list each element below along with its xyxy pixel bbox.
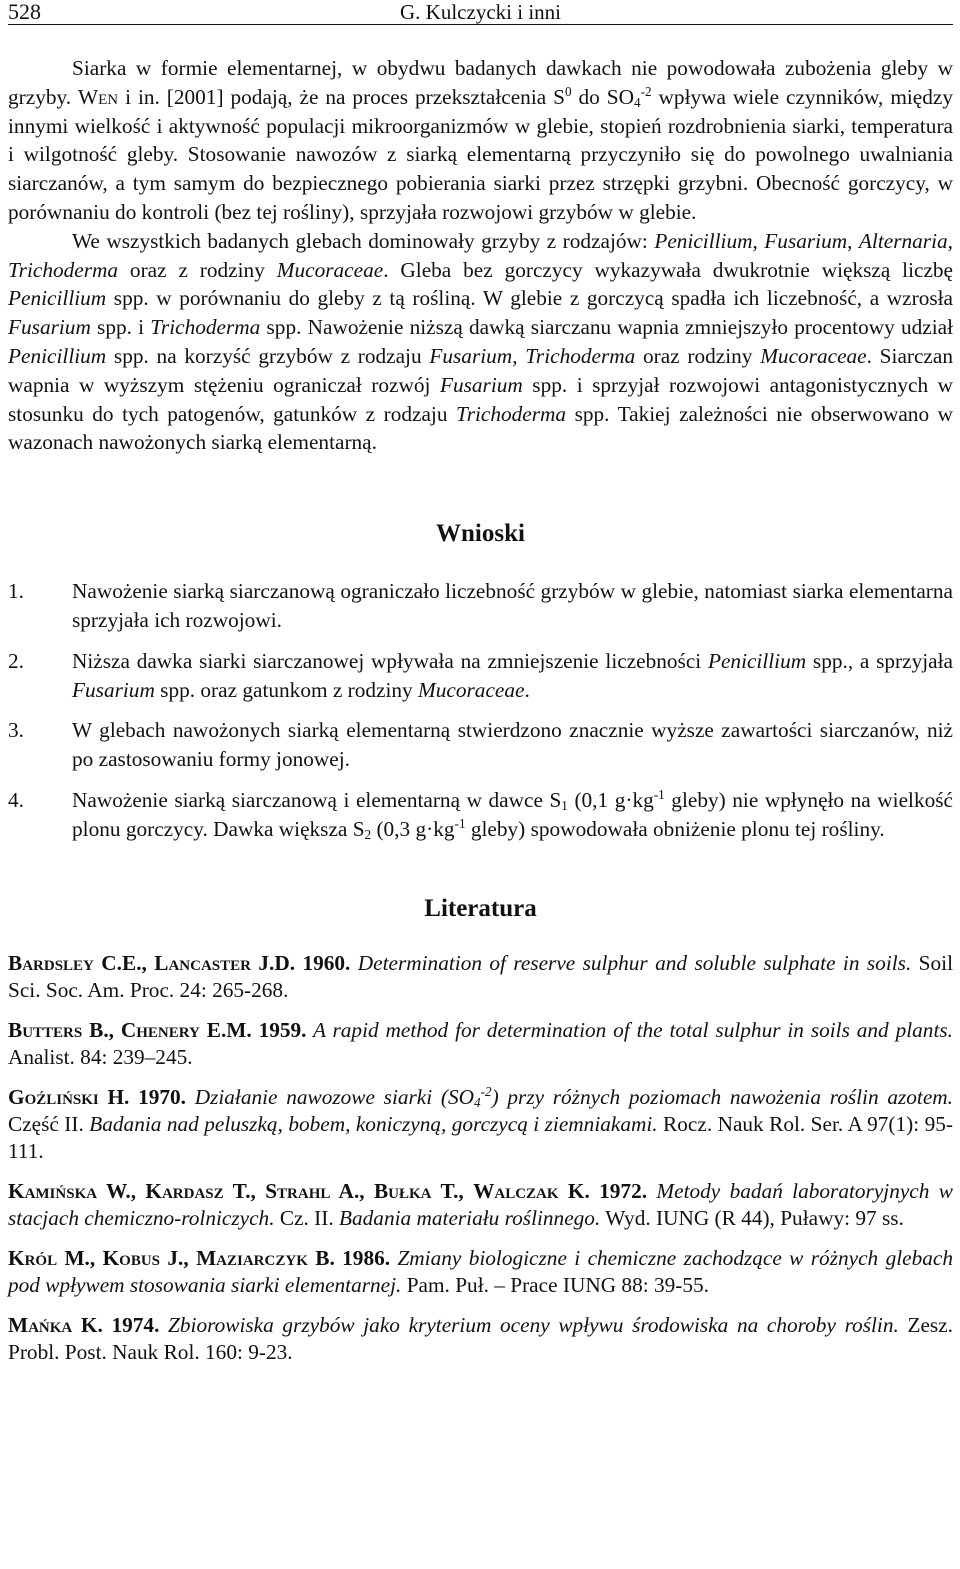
text-run: spp. Nawożenie niższą dawką siarczanu wapnia zmniejszyło procentowy udział bbox=[260, 315, 953, 340]
text-run: . Gleba bez gorczycy wykazywała dwukrotnie większą liczbę bbox=[383, 257, 954, 282]
taxon-name: Alternaria bbox=[858, 228, 948, 253]
author-initials: T., bbox=[223, 1178, 266, 1203]
reference-source: Cz. II. bbox=[274, 1205, 339, 1230]
conclusion-item bbox=[8, 577, 953, 635]
text-run: spp. i bbox=[90, 315, 151, 340]
item-number: 3. bbox=[8, 718, 24, 743]
reference-title: Metody badań laboratoryjnych w stacjach chemiczno-rolniczych. bbox=[8, 1178, 953, 1230]
superscript: -2 bbox=[640, 83, 652, 99]
reference-title bbox=[186, 1085, 953, 1109]
body-paragraph-2 bbox=[8, 227, 953, 457]
title-run: Działanie nawozowe siarki (SO bbox=[185, 1084, 474, 1109]
taxon-name: Mucoraceae bbox=[276, 257, 384, 282]
reference-source: Zesz. Probl. Post. Nauk Rol. 160: 9-23. bbox=[8, 1312, 953, 1364]
text-run: , bbox=[847, 228, 859, 253]
item-number: 2. bbox=[8, 648, 24, 673]
taxon-name: Trichoderma bbox=[8, 257, 119, 282]
reference-authors bbox=[8, 1018, 307, 1042]
body-paragraph-1 bbox=[8, 54, 953, 227]
text-run: Siarka w formie elementarnej, w obydwu badanych dawkach nie powodowała zubożenia gleby w grzyby. bbox=[8, 56, 953, 109]
page-header bbox=[8, 0, 953, 25]
text-run: (0,3 g·kg bbox=[371, 816, 455, 841]
author-initials: B., bbox=[82, 1017, 121, 1042]
reference-source: Wyd. IUNG (R 44), Puławy: 97 ss. bbox=[600, 1205, 904, 1230]
reference-item bbox=[8, 1084, 953, 1165]
author-surname: Maziarczyk bbox=[196, 1245, 308, 1270]
reference-subtitle: Badania materiału roślinnego. bbox=[339, 1205, 601, 1230]
text-run: spp. i sprzyjał rozwojowi antagonistycznych w stosunku do tych patogenów, gatunków z rodzaju bbox=[8, 372, 954, 426]
title-run: ) przy różnych poziomach nawożenia roślin azotem. bbox=[491, 1084, 953, 1109]
reference-source: Pam. Puł. – Prace IUNG 88: 39-55. bbox=[401, 1272, 709, 1297]
taxon-name: Mucoraceae bbox=[760, 343, 867, 368]
author-initials: C.E., bbox=[93, 950, 155, 975]
reference-title: Zmiany biologiczne i chemiczne zachodzące w różnych glebach pod wpływem stosowania siarki elementarnej. bbox=[8, 1245, 953, 1297]
text-run: W glebach nawożonych siarką elementarną stwierdzono znacznie wyższe zawartości siarczanów, niż po zastosowaniu formy jonowej. bbox=[72, 718, 953, 772]
reference-title: A rapid method for determination of the total sulphur in soils and plants. bbox=[306, 1017, 953, 1042]
text-run: , bbox=[947, 228, 953, 253]
item-number: 1. bbox=[8, 579, 24, 604]
taxon-name: Trichoderma bbox=[525, 343, 636, 368]
text-run: gleby) spowodowała obniżenie plonu tej rośliny. bbox=[465, 816, 885, 841]
author-surname: Król bbox=[8, 1245, 58, 1270]
text-run: spp. na korzyść grzybów z rodzaju bbox=[106, 343, 430, 368]
text-run: spp. Takiej zależności nie obserwowano w wazonach nawożonych siarką elementarną. bbox=[8, 401, 953, 455]
author-surname: Kamińska bbox=[8, 1178, 98, 1203]
author-initials: M., bbox=[57, 1245, 103, 1270]
literature-heading: Literatura bbox=[424, 894, 537, 922]
text-run: wpływa wiele czynników, między innymi wielkość i aktywność populacji mikroorganizmów w glebie, stopień rozdrobnienia siarki, temperatura i wilgotność gleby. Stosowanie nawozów z siarką elementarną przyczyniło się do powolnego uwalniania siarczanów, a tym samym do bezpiecznego pobierania siarki przez strzępki grzybni. Obecność gorczycy, w porównaniu do kontroli (bez tej rośliny), sprzyjała rozwojowi grzybów w glebie. bbox=[8, 84, 954, 224]
taxon-name: Fusarium bbox=[429, 343, 513, 368]
reference-authors bbox=[8, 1179, 647, 1203]
reference-source: Rocz. Nauk Rol. Ser. A 97(1): 95-111. bbox=[8, 1111, 953, 1163]
text-run: . bbox=[524, 677, 530, 702]
author-initials: A., bbox=[330, 1178, 374, 1203]
text-run: gleby) nie wpłynęło na wielkość plonu gorczycy. Dawka większa S bbox=[72, 787, 953, 841]
author-surname: Mańka bbox=[8, 1312, 73, 1337]
reference-item bbox=[8, 1178, 953, 1232]
subscript: 1 bbox=[561, 797, 568, 813]
taxon-name: Trichoderma bbox=[150, 315, 261, 340]
author-surname: Goźliński bbox=[8, 1084, 99, 1109]
taxon-name: Fusarium bbox=[764, 228, 848, 253]
conclusions-list bbox=[8, 577, 953, 843]
taxon-name: Penicillium bbox=[707, 648, 807, 673]
author-initials: K. 1974. bbox=[72, 1312, 160, 1337]
conclusions-heading: Wnioski bbox=[436, 520, 525, 548]
author-surname: Kobus bbox=[102, 1245, 161, 1270]
subscript: 4 bbox=[634, 94, 641, 110]
taxon-name: Trichoderma bbox=[456, 401, 567, 426]
taxon-name: Penicillium bbox=[654, 228, 753, 253]
text-run: spp. oraz gatunkom z rodziny bbox=[154, 677, 419, 702]
superscript: 0 bbox=[565, 83, 572, 99]
author-initials: J.D. 1960. bbox=[250, 950, 351, 975]
text-run: Nawożenie siarką siarczanową i elementarną w dawce S bbox=[72, 787, 562, 812]
author-surname: Chenery bbox=[120, 1017, 200, 1042]
reference-source: Analist. 84: 239–245. bbox=[8, 1044, 193, 1069]
reference-item bbox=[8, 950, 953, 1004]
text-run: oraz rodziny bbox=[635, 343, 761, 368]
reference-title: Zbiorowiska grzybów jako kryterium oceny wpływu środowiska na choroby roślin. bbox=[159, 1312, 899, 1337]
author-initials: E.M. 1959. bbox=[199, 1017, 307, 1042]
reference-authors bbox=[8, 951, 350, 975]
reference-authors bbox=[8, 1085, 186, 1109]
reference-source: Część II. bbox=[8, 1111, 90, 1136]
taxon-name: Penicillium bbox=[8, 286, 107, 311]
text-run: (0,1 g·kg bbox=[567, 787, 654, 812]
author-initials: H. 1970. bbox=[98, 1084, 186, 1109]
superscript: -1 bbox=[653, 786, 665, 802]
text-run: oraz z rodziny bbox=[118, 257, 277, 282]
text-run: We wszystkich badanych glebach dominowały grzyby z rodzajów: bbox=[72, 228, 655, 253]
reference-authors bbox=[8, 1313, 159, 1337]
text-run: i in. [2001] podają, że na proces przekształcenia S bbox=[118, 84, 565, 109]
reference-item bbox=[8, 1017, 953, 1071]
text-run: Nawożenie siarką siarczanową ograniczało liczebność grzybów w glebie, natomiast siarka elementarna sprzyjała ich rozwojowi. bbox=[72, 579, 953, 632]
running-head: G. Kulczycki i inni bbox=[400, 0, 561, 24]
conclusion-item bbox=[8, 647, 953, 705]
text-run: spp. w porównaniu do gleby z tą rośliną. W glebie z gorczycą spadła ich liczebność, a wzrosła bbox=[106, 286, 953, 311]
author-name: Wen bbox=[78, 84, 119, 109]
text-run: . Siarczan wapnia w wyższym stężeniu ograniczał rozwój bbox=[8, 343, 953, 397]
reference-title: Determination of reserve sulphur and soluble sulphate in soils. bbox=[350, 950, 912, 975]
author-surname: Bułka bbox=[373, 1178, 432, 1203]
taxon-name: Fusarium bbox=[72, 677, 155, 702]
page-number: 528 bbox=[8, 0, 41, 24]
taxon-name: Penicillium bbox=[8, 343, 107, 368]
reference-authors bbox=[8, 1246, 390, 1270]
author-initials: B. 1986. bbox=[307, 1245, 391, 1270]
conclusion-item bbox=[8, 716, 953, 774]
taxon-name: Fusarium bbox=[439, 372, 523, 397]
item-number: 4. bbox=[8, 787, 24, 812]
taxon-name: Mucoraceae bbox=[418, 677, 525, 702]
author-surname: Strahl bbox=[265, 1178, 331, 1203]
text-run: do SO bbox=[571, 84, 635, 109]
conclusion-item bbox=[8, 786, 953, 844]
author-surname: Walczak bbox=[473, 1178, 559, 1203]
page-content bbox=[8, 54, 953, 1379]
superscript: -1 bbox=[454, 815, 466, 831]
text-run: Niższa dawka siarki siarczanowej wpływała na zmniejszenie liczebności bbox=[72, 648, 708, 673]
reference-subtitle: Badania nad peluszką, bobem, koniczyną, gorczycą i ziemniakami. bbox=[89, 1111, 658, 1136]
subscript: 2 bbox=[364, 826, 372, 842]
text-run: spp., a sprzyjała bbox=[806, 648, 953, 673]
author-initials: J., bbox=[160, 1245, 197, 1270]
author-initials: K. 1972. bbox=[558, 1178, 648, 1203]
text-run: , bbox=[752, 228, 765, 253]
superscript: -2 bbox=[480, 1083, 492, 1099]
reference-source: Soil Sci. Soc. Am. Proc. 24: 265-268. bbox=[8, 950, 954, 1002]
taxon-name: Fusarium bbox=[8, 315, 91, 340]
reference-list bbox=[8, 950, 953, 1366]
author-surname: Lancaster bbox=[154, 950, 251, 975]
text-run: , bbox=[512, 343, 526, 368]
reference-item bbox=[8, 1245, 953, 1299]
author-surname: Bardsley bbox=[8, 950, 94, 975]
subscript: 4 bbox=[474, 1094, 481, 1110]
author-initials: T., bbox=[431, 1178, 474, 1203]
reference-item bbox=[8, 1312, 953, 1366]
author-initials: W., bbox=[97, 1178, 146, 1203]
author-surname: Butters bbox=[8, 1017, 83, 1042]
author-surname: Kardasz bbox=[145, 1178, 224, 1203]
